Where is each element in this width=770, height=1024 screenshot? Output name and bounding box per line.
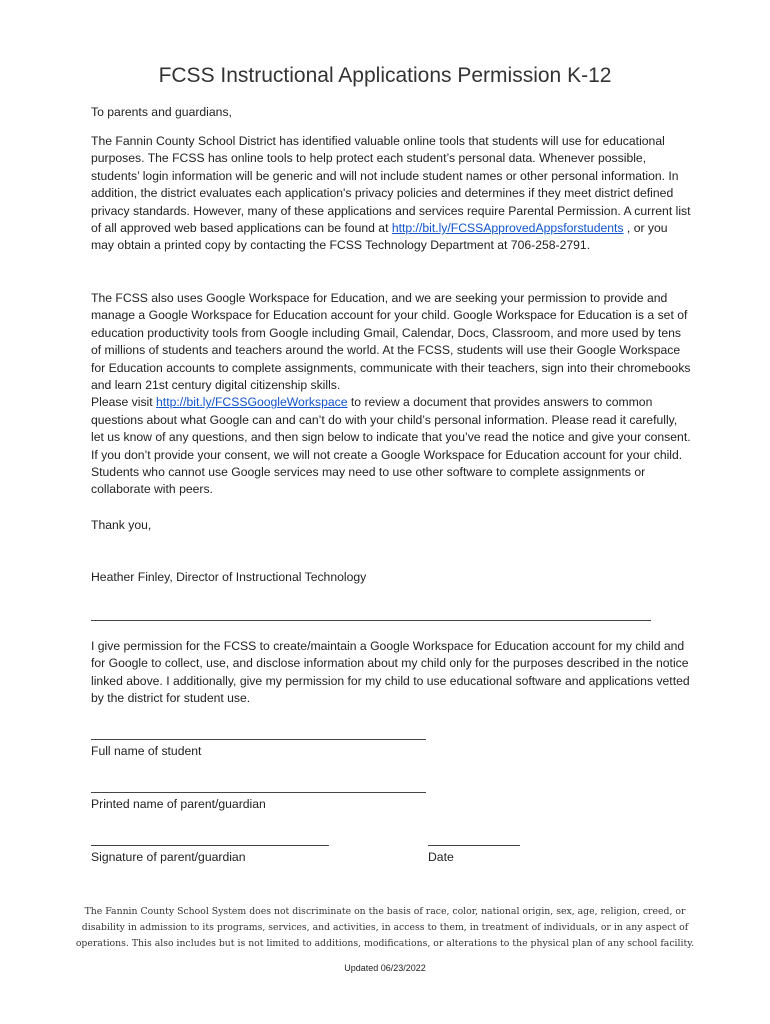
intro-text-end: , or you may obtain a printed copy by contacting the FCSS Technology Department at 706-258-2791. <box>91 221 668 253</box>
google-workspace-paragraph <box>91 290 691 499</box>
student-name-label: Full name of student <box>91 744 202 758</box>
footer-line: operations. This also includes but is not limited to additions, modifications, or alterations to the physical plan of any school facility. <box>75 938 695 949</box>
parent-name-line[interactable] <box>91 792 426 793</box>
greeting: To parents and guardians, <box>91 105 232 119</box>
footer-line: disability in admission to its programs, services, and activities, in access to them, in treatment of individuals, or in any aspect of <box>81 922 689 933</box>
consent-statement: I give permission for the FCSS to create/maintain a Google Workspace for Education account for my child and for Google to collect, use, and disclose information about my child only for the purposes described in the notice linked above. I additionally, give my permission for my child to use educational software and applications vetted by the district for student use. <box>91 639 690 706</box>
intro-text: The Fannin County School District has identified valuable online tools that students will use for educational purposes. The FCSS has online tools to help protect each student’s personal data. Whenever possible, students’ login information will be generic and will not include student names or other personal information. In addition, the district evaluates each application's privacy policies and determines if they meet district defined privacy standards. However, many of these applications and services require Parental Permission. A current list of all approved web based applications can be found at <box>91 134 691 236</box>
approved-apps-link[interactable]: http://bit.ly/FCSSApprovedAppsforstudents <box>391 221 624 236</box>
parent-name-label: Printed name of parent/guardian <box>91 797 266 811</box>
page-title: FCSS Instructional Applications Permission K-12 <box>158 64 612 87</box>
divider-line <box>91 620 651 621</box>
visit-text: Please visit <box>91 395 157 410</box>
signer-name: Heather Finley, Director of Instructional Technology <box>91 570 367 584</box>
visit-text-end: to review a document that provides answers to common questions about what Google can and can’t do with your child’s personal information. Please read it carefully, let us know of any questions, and then sign below to indicate that you’ve read the notice and give your consent. If you don’t provide your consent, we will not create a Google Workspace for Education account for your child. Students who cannot use Google services may need to use other software to complete assignments or collaborate with peers. <box>91 395 691 497</box>
signature-label: Signature of parent/guardian <box>91 850 246 864</box>
date-label: Date <box>428 850 454 864</box>
intro-paragraph <box>91 133 691 255</box>
google-workspace-text: The FCSS also uses Google Workspace for Education, and we are seeking your permission to provide and manage a Google Workspace for Education account for your child. Google Workspace for Education is a set of education productivity tools from Google including Gmail, Calendar, Docs, Classroom, and more used by tens of millions of students and teachers around the world. At the FCSS, students will use their Google Workspace for Education accounts to complete assignments, communicate with their teachers, sign into their chromebooks and learn 21st century digital citizenship skills. <box>91 291 691 393</box>
google-workspace-link[interactable]: http://bit.ly/FCSSGoogleWorkspace <box>156 395 348 410</box>
closing: Thank you, <box>91 518 152 532</box>
date-line[interactable] <box>428 845 520 846</box>
nondiscrimination-footer <box>0 904 770 952</box>
footer-line: The Fannin County School System does not discriminate on the basis of race, color, national origin, sex, age, religion, creed, or <box>84 906 686 917</box>
signature-line[interactable] <box>91 845 329 846</box>
updated-date: Updated 06/23/2022 <box>344 963 426 973</box>
student-name-line[interactable] <box>91 739 426 740</box>
